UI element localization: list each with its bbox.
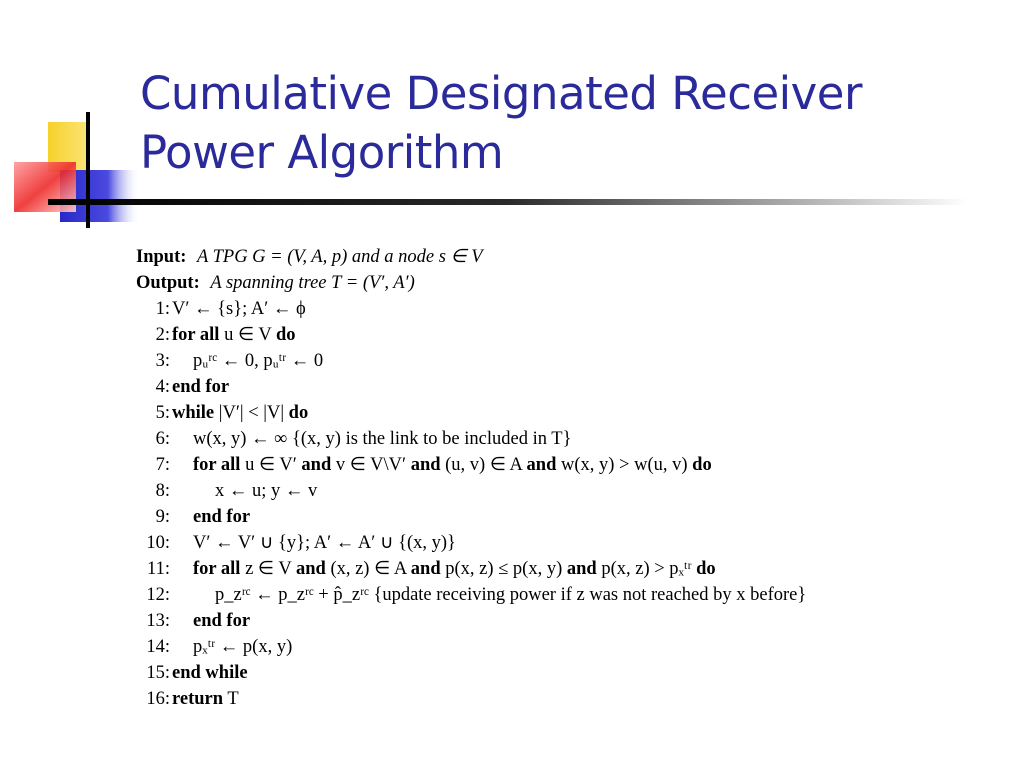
algorithm-block [136,244,896,712]
line-number: 12: [146,585,170,605]
algorithm-line [136,504,896,530]
line-number: 4: [155,377,170,397]
deco-vertical-bar [86,112,90,228]
title-divider [48,199,968,205]
algorithm-lines [136,296,896,712]
line-code: return T [172,689,239,709]
line-number: 2: [155,325,170,345]
algorithm-line [136,634,896,660]
algorithm-line [136,426,896,452]
line-number: 6: [155,429,170,449]
input-label: Input: [136,247,187,267]
output-text: A spanning tree T = (V′, A′) [210,273,415,293]
algorithm-line [136,400,896,426]
line-code: end for [172,377,230,397]
algorithm-output [136,270,896,296]
line-number: 16: [146,689,170,709]
line-code: pᵤʳᶜ ← 0, pᵤᵗʳ ← 0 [193,351,324,371]
line-code: end for [193,507,251,527]
line-number: 11: [147,559,170,579]
line-code: V′ ← {s}; A′ ← ϕ [172,299,306,319]
algorithm-input [136,244,896,270]
output-label: Output: [136,273,200,293]
line-number: 7: [155,455,170,475]
algorithm-line [136,582,896,608]
line-code: for all u ∈ V do [172,325,296,345]
slide-title-line-2: Power Algorithm [140,126,504,179]
algorithm-line [136,556,896,582]
slide-title [140,64,1000,182]
algorithm-line [136,660,896,686]
line-number: 1: [155,299,170,319]
line-code: p_zʳᶜ ← p_zʳᶜ + p̂_zʳᶜ {update receiving power if z was not reached by x before} [215,585,807,605]
line-code: end for [193,611,251,631]
line-number: 14: [146,637,170,657]
algorithm-line [136,374,896,400]
algorithm-line [136,608,896,634]
algorithm-line [136,530,896,556]
line-number: 3: [155,351,170,371]
line-code: for all u ∈ V′ and v ∈ V\V′ and (u, v) ∈ A and w(x, y) > w(u, v) do [193,455,712,475]
line-number: 13: [146,611,170,631]
slide-title-line-1: Cumulative Designated Receiver [140,67,862,120]
line-number: 5: [155,403,170,423]
line-code: for all z ∈ V and (x, z) ∈ A and p(x, z) ≤ p(x, y) and p(x, z) > pₓᵗʳ do [193,559,716,579]
line-code: w(x, y) ← ∞ {(x, y) is the link to be included in T} [193,429,572,449]
line-code: end while [172,663,248,683]
line-code: pₓᵗʳ ← p(x, y) [193,637,293,657]
line-number: 9: [155,507,170,527]
line-code: x ← u; y ← v [215,481,318,501]
algorithm-line [136,686,896,712]
line-number: 15: [146,663,170,683]
line-code: while |V′| < |V| do [172,403,309,423]
algorithm-line [136,478,896,504]
algorithm-line [136,348,896,374]
line-number: 8: [155,481,170,501]
line-code: V′ ← V′ ∪ {y}; A′ ← A′ ∪ {(x, y)} [193,533,456,553]
algorithm-line [136,296,896,322]
algorithm-line [136,322,896,348]
line-number: 10: [146,533,170,553]
input-text: A TPG G = (V, A, p) and a node s ∈ V [197,247,483,267]
algorithm-line [136,452,896,478]
